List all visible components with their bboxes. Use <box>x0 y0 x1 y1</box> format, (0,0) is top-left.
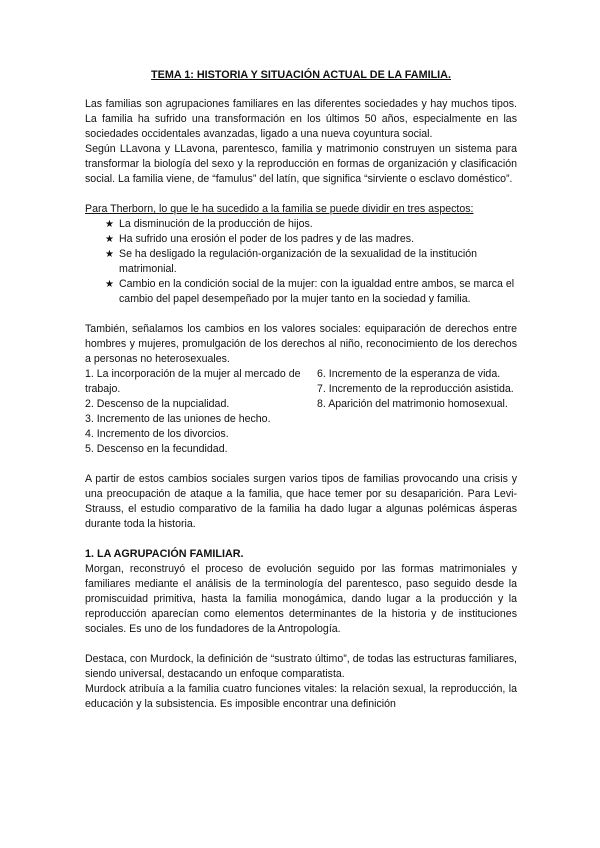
list-item <box>105 277 517 307</box>
list-item: 8. Aparición del matrimonio homosexual. <box>317 398 508 410</box>
therborn-heading: Para Therborn, lo que le ha sucedido a la familia se puede dividir en tres aspectos: <box>85 203 474 215</box>
changes-list <box>85 367 517 457</box>
list-item: 3. Incremento de las uniones de hecho. <box>85 413 271 425</box>
document-title: TEMA 1: HISTORIA Y SITUACIÓN ACTUAL DE LA FAMILIA. <box>151 69 451 81</box>
morgan-paragraph: Morgan, reconstruyó el proceso de evolución seguido por las formas matrimoniales y familiares mediante el análisis de la terminología del parentesco, paso seguido desde la promiscuidad primitiva, hasta la familia monogámica, dando lugar a la producción y la reproducción aparecían como elementos determinantes de la historia y de instituciones sociales. Es uno de los fundadores de la Antropología. <box>85 563 517 635</box>
list-item: 1. La incorporación de la mujer al mercado de trabajo. <box>85 368 301 395</box>
list-item <box>105 217 517 232</box>
star-icon: ★ <box>105 249 114 260</box>
list-item: 6. Incremento de la esperanza de vida. <box>317 368 501 380</box>
murdock-paragraph-1: Destaca, con Murdock, la definición de “sustrato último”, de todas las estructuras familiares, siendo universal, destacando un enfoque comparatista. <box>85 653 517 680</box>
list-item-text: Ha sufrido una erosión el poder de los padres y de las madres. <box>119 233 415 245</box>
list-item: 2. Descenso de la nupcialidad. <box>85 398 230 410</box>
therborn-list <box>85 217 517 307</box>
list-item <box>105 232 517 247</box>
values-paragraph: También, señalamos los cambios en los valores sociales: equiparación de derechos entre hombres y mujeres, promulgación de los derechos al niño, reconocimiento de los derechos a personas no heterosexuales. <box>85 323 517 365</box>
changes-column-right <box>317 367 517 457</box>
list-item: 4. Incremento de los divorcios. <box>85 428 229 440</box>
intro-paragraph-2: Según LLavona y LLavona, parentesco, familia y matrimonio construyen un sistema para transformar la biología del sexo y la reproducción en formas de organización y clasificación social. La familia viene, de “famulus” del latín, que significa “sirviente o esclavo doméstico”. <box>85 143 517 185</box>
list-item-text: Se ha desligado la regulación-organización de la sexualidad de la institución matrimonial. <box>119 248 478 275</box>
star-icon: ★ <box>105 219 114 230</box>
section-heading: 1. LA AGRUPACIÓN FAMILIAR. <box>85 548 244 560</box>
list-item-text: Cambio en la condición social de la mujer: con la igualdad entre ambos, se marca el cambio del papel desempeñado por la mujer tanto en la sociedad y familia. <box>119 278 515 305</box>
list-item: 7. Incremento de la reproducción asistida. <box>317 383 514 395</box>
intro-paragraph-1: Las familias son agrupaciones familiares en las diferentes sociedades y hay muchos tipos. La familia ha sufrido una transformación en los últimos 50 años, especialmente en las sociedades occidentales avanzadas, ligado a una nueva coyuntura social. <box>85 98 517 140</box>
document-body <box>85 68 517 712</box>
list-item: 5. Descenso en la fecundidad. <box>85 443 228 455</box>
changes-column-left <box>85 367 317 457</box>
star-icon: ★ <box>105 234 114 245</box>
star-icon: ★ <box>105 279 114 290</box>
list-item-text: La disminución de la producción de hijos. <box>119 218 313 230</box>
crisis-paragraph: A partir de estos cambios sociales surgen varios tipos de familias provocando una crisis y una preocupación de ataque a la familia, que hace temer por su desaparición. Para Levi-Strauss, el estudio comparativo de la familia ha dado lugar a algunas polémicas ásperas durante toda la historia. <box>85 473 517 530</box>
list-item <box>105 247 517 277</box>
murdock-paragraph-2: Murdock atribuía a la familia cuatro funciones vitales: la relación sexual, la reproducción, la educación y la subsistencia. Es imposible encontrar una definición <box>85 683 517 710</box>
